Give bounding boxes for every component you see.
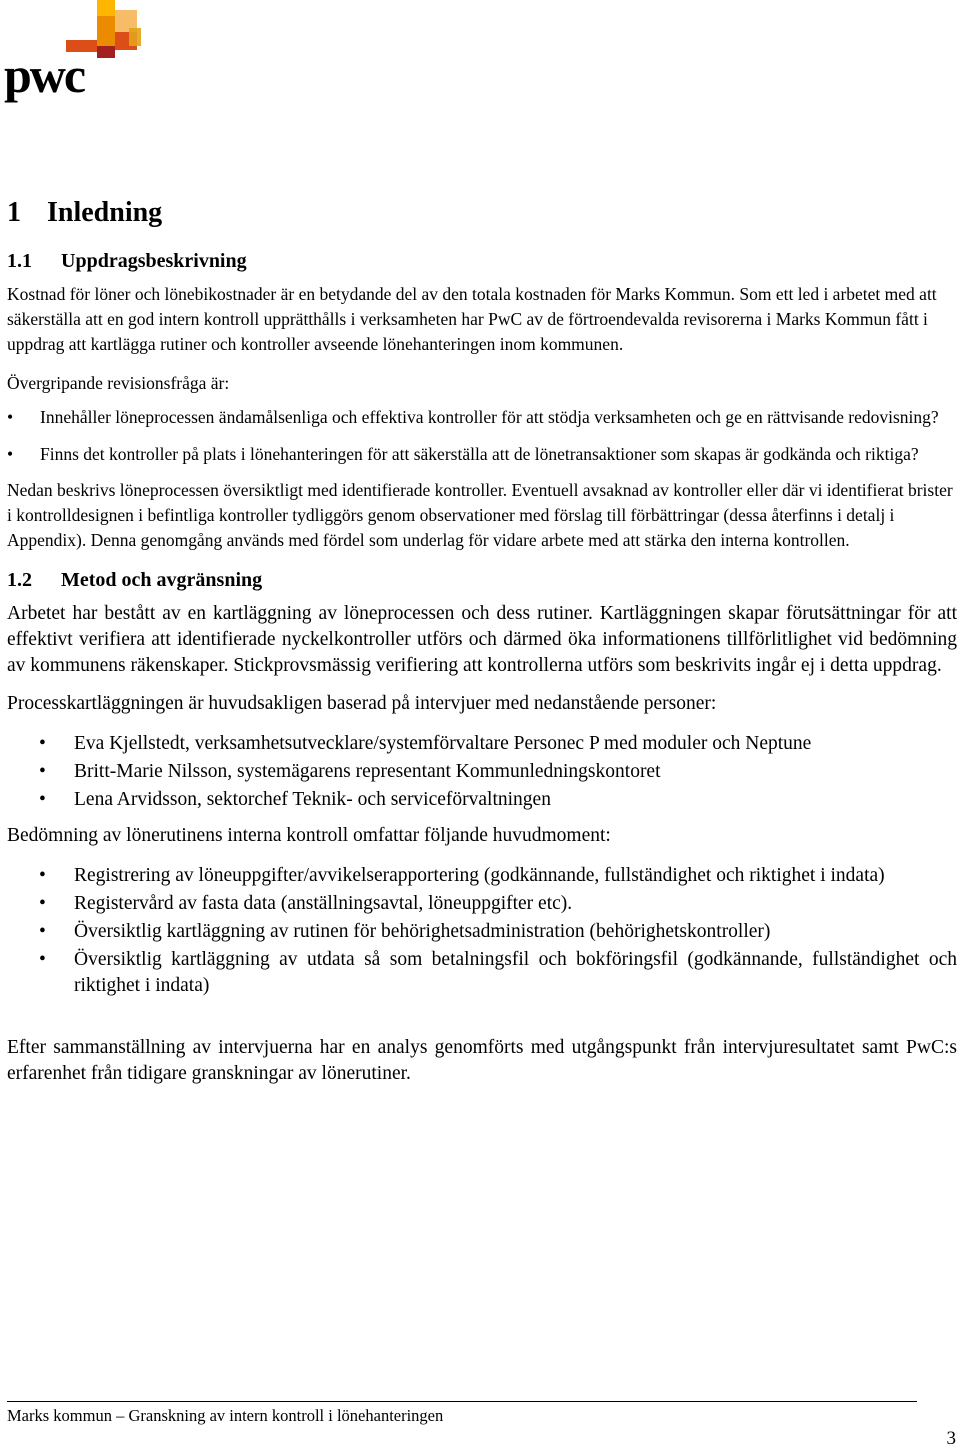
- list-item: • Översiktlig kartläggning av utdata så som betalningsfil och bokföringsfil (godkännande, fullständighet och riktighet i indata): [7, 947, 957, 999]
- section-number: 1.1: [7, 250, 32, 272]
- closing-paragraph: Efter sammanställning av intervjuerna har en analys genomförts med utgångspunkt från intervjuresultatet samt PwC:s erfarenhet från tidigare granskningar av lönerutiner.: [7, 1037, 957, 1084]
- chapter-heading: [7, 196, 957, 230]
- interviewee-list: [7, 731, 957, 813]
- method-paragraph: Arbetet har bestått av en kartläggning av löneprocessen och dess rutiner. Kartläggningen skapar förutsättningar för att effektivt verifiera att identifierade nyckelkontroller utförs och därmed öka informationens tillförlitlighet vid bedömning av kommunens räkenskaper. Stickprovsmässig verifiering att kontrollerna utförs som beskrivits ingår ej i detta uppdrag.: [7, 603, 957, 676]
- list-item: • Britt-Marie Nilsson, systemägarens representant Kommunledningskontoret: [7, 759, 957, 785]
- footer-text: Marks kommun – Granskning av intern kontroll i lönehanteringen: [7, 1406, 444, 1425]
- page-number: 3: [946, 1428, 956, 1449]
- list-item: • Innehåller löneprocessen ändamålsenliga och effektiva kontroller för att stödja verksamheten och ge en rättvisande redovisning?: [7, 404, 957, 430]
- list-item: • Eva Kjellstedt, verksamhetsutvecklare/systemförvaltare Personec P med moduler och Neptune: [7, 731, 957, 757]
- chapter-title: Inledning: [47, 197, 163, 228]
- document-body: [7, 196, 957, 1087]
- pwc-logo: [4, 0, 144, 104]
- list-item: • Registervård av fasta data (anställningsavtal, löneuppgifter etc).: [7, 891, 957, 917]
- section-number: 1.2: [7, 569, 32, 591]
- list-item: • Registrering av löneuppgifter/avvikelserapportering (godkännande, fullständighet och riktighet i indata): [7, 863, 957, 889]
- section-heading-uppdragsbeskrivning: [7, 248, 957, 274]
- question-list: [7, 404, 957, 467]
- section-title: Metod och avgränsning: [61, 569, 263, 591]
- pwc-logo-graphic: [4, 0, 144, 104]
- logo-wordmark: pwc: [4, 47, 85, 103]
- assessment-label: Bedömning av lönerutinens interna kontroll omfattar följande huvudmoment:: [7, 825, 611, 846]
- list-item: • Finns det kontroller på plats i lönehanteringen för att säkerställa att de lönetransaktioner som skapas är godkända och riktiga?: [7, 441, 957, 467]
- intro-paragraph: Kostnad för löner och lönebikostnader är en betydande del av den totala kostnaden för Marks Kommun. Som ett led i arbetet med att säkerställa att en god intern kontroll upprätthålls i verksamheten har PwC av de förtroendevalda revisorerna i Marks Kommun fått i uppdrag att kartlägga rutiner och kontroller avseende lönehanteringen inom kommunen.: [7, 284, 937, 354]
- section-title: Uppdragsbeskrivning: [61, 250, 247, 272]
- section-heading-metod: [7, 567, 957, 593]
- process-paragraph: Nedan beskrivs löneprocessen översiktligt med identifierade kontroller. Eventuell avsaknad av kontroller eller där vi identifierat brister i kontrolldesignen i befintliga kontroller tydliggörs genom observationer med förslag till förbättringar (dessa återfinns i detalj i Appendix). Denna genomgång används med fördel som underlag för vidare arbete med att stärka den interna kontrollen.: [7, 480, 953, 550]
- list-item: • Översiktlig kartläggning av rutinen för behörighetsadministration (behörighetskontroller): [7, 919, 957, 945]
- question-label: Övergripande revisionsfråga är:: [7, 373, 230, 393]
- interviews-label: Processkartläggningen är huvudsakligen baserad på intervjuer med nedanstående personer:: [7, 693, 717, 714]
- chapter-number: 1: [7, 197, 21, 228]
- footer-divider: [7, 1401, 917, 1402]
- list-item: • Lena Arvidsson, sektorchef Teknik- och serviceförvaltningen: [7, 787, 957, 813]
- moment-list: [7, 863, 957, 999]
